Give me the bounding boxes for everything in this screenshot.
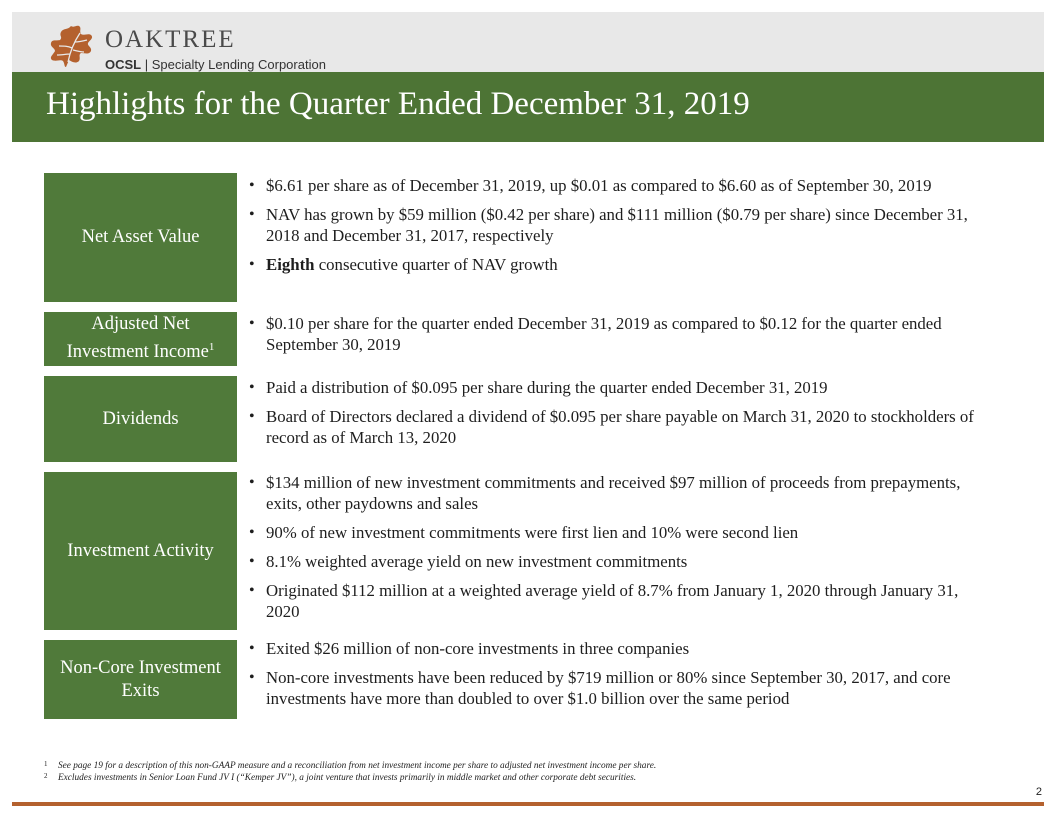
bullet-item: • Non-core investments have been reduced by $719 million or 80% since September 30, 2017, and core investments have more than doubled to over $1.0 billion over the same period — [248, 667, 978, 709]
bullet-item: • 8.1% weighted average yield on new investment commitments — [248, 551, 978, 572]
section-bullets-adjusted-nii — [248, 313, 978, 363]
bullet-text: consecutive quarter of NAV growth — [314, 255, 558, 274]
section-bullets-investment-activity — [248, 472, 978, 630]
bullet-item: • Originated $112 million at a weighted average yield of 8.7% from January 1, 2020 through January 31, 2020 — [248, 580, 978, 622]
page-number: 2 — [1035, 786, 1042, 798]
oak-leaf-icon — [46, 22, 96, 68]
footnote-number: 1 — [44, 760, 48, 768]
section-label-net-asset-value: Net Asset Value — [44, 173, 237, 302]
section-label-dividends: Dividends — [44, 376, 237, 462]
bullet-item: • Exited $26 million of non-core investments in three companies — [248, 638, 978, 659]
brand-name: OAKTREE — [105, 26, 236, 53]
footnote — [44, 760, 984, 772]
footnote-text: Excludes investments in Senior Loan Fund JV I (“Kemper JV”), a joint venture that invests primarily in middle market and other corporate debt securities. — [58, 773, 637, 783]
bullet-item: • $134 million of new investment commitments and received $97 million of proceeds from prepayments, exits, other paydowns and sales — [248, 472, 978, 514]
footnote-text: See page 19 for a description of this non-GAAP measure and a reconciliation from net investment income per share to adjusted net investment income per share. — [58, 761, 657, 771]
bullet-bold-text: Eighth — [266, 255, 315, 274]
footnote-number: 2 — [44, 772, 48, 780]
section-label-investment-activity: Investment Activity — [44, 472, 237, 630]
section-bullets-non-core-exits — [248, 638, 978, 717]
company-full-name: Specialty Lending Corporation — [151, 57, 326, 72]
title-bar — [12, 72, 1044, 142]
bottom-rule — [12, 802, 1044, 806]
bullet-item: • $0.10 per share for the quarter ended December 31, 2019 as compared to $0.12 for the quarter ended September 30, 2019 — [248, 313, 978, 355]
section-bullets-dividends — [248, 377, 978, 456]
bullet-item: • Paid a distribution of $0.095 per share during the quarter ended December 31, 2019 — [248, 377, 978, 398]
company-name — [105, 57, 326, 72]
bullet-item: • Board of Directors declared a dividend of $0.095 per share payable on March 31, 2020 to stockholders of record as of March 13, 2020 — [248, 406, 978, 448]
footnotes — [44, 760, 984, 784]
bullet-item: • NAV has grown by $59 million ($0.42 per share) and $111 million ($0.79 per share) since December 31, 2018 and December 31, 2017, respectively — [248, 204, 978, 246]
header-bar — [12, 12, 1044, 72]
bullet-item — [248, 254, 978, 275]
footnote — [44, 772, 984, 784]
section-bullets-net-asset-value — [248, 175, 978, 283]
page-title: Highlights for the Quarter Ended December 31, 2019 — [46, 86, 750, 122]
section-label-text — [50, 313, 231, 364]
separator: | — [144, 57, 149, 72]
footnote-ref: 1 — [208, 341, 215, 354]
ticker: OCSL — [105, 57, 142, 72]
bullet-item: • 90% of new investment commitments were first lien and 10% were second lien — [248, 522, 978, 543]
label-text: Adjusted Net Investment Income — [66, 314, 209, 363]
bullet-item: • $6.61 per share as of December 31, 2019, up $0.01 as compared to $6.60 as of September 30, 2019 — [248, 175, 978, 196]
section-label-adjusted-nii — [44, 312, 237, 366]
section-label-non-core-exits: Non-Core Investment Exits — [44, 640, 237, 719]
